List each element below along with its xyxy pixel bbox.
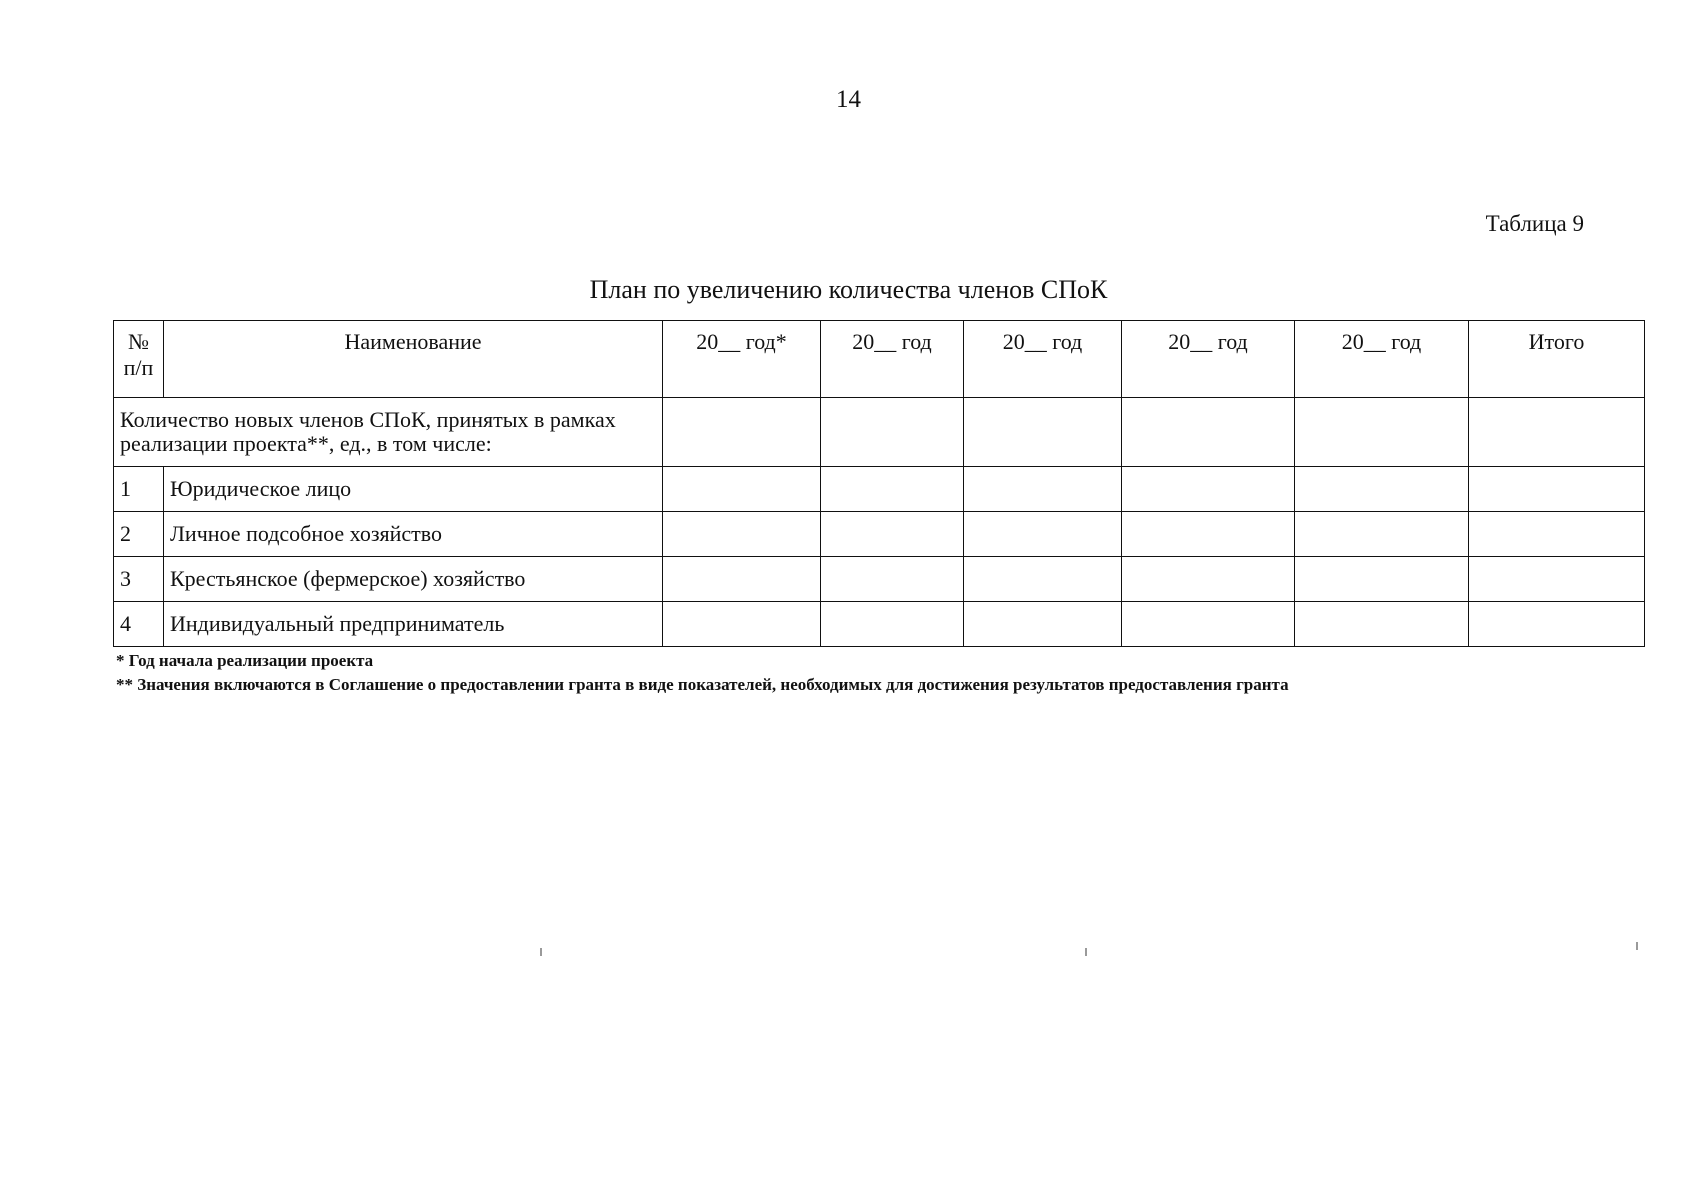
table-cell	[1469, 467, 1645, 512]
header-year-4: 20__ год	[1122, 321, 1295, 398]
plan-table	[113, 320, 1645, 647]
table-cell	[1122, 467, 1295, 512]
header-name: Наименование	[164, 321, 663, 398]
group-row	[114, 398, 1645, 467]
scan-speck	[1085, 948, 1087, 956]
table-cell	[964, 512, 1122, 557]
table-row	[114, 467, 1645, 512]
table-cell	[821, 398, 964, 467]
table-cell	[821, 602, 964, 647]
table-cell	[1295, 467, 1469, 512]
scan-speck	[1636, 942, 1638, 950]
page-number: 14	[836, 86, 861, 113]
table-cell	[1469, 557, 1645, 602]
table-row	[114, 557, 1645, 602]
row-number: 2	[114, 512, 164, 557]
header-year-2: 20__ год	[821, 321, 964, 398]
table-cell	[964, 557, 1122, 602]
table-cell	[663, 467, 821, 512]
row-number: 3	[114, 557, 164, 602]
footnote-2: ** Значения включаются в Соглашение о предоставлении гранта в виде показателей, необходимых для достижения результатов предоставления гранта	[116, 675, 1289, 694]
header-year-1: 20__ год*	[663, 321, 821, 398]
table-label: Таблица 9	[1485, 211, 1584, 236]
table-cell	[663, 512, 821, 557]
table-cell	[964, 602, 1122, 647]
table-cell	[1469, 512, 1645, 557]
row-number: 1	[114, 467, 164, 512]
row-name: Крестьянское (фермерское) хозяйство	[164, 557, 663, 602]
group-row-label: Количество новых членов СПоК, принятых в рамках реализации проекта**, ед., в том числе:	[114, 398, 663, 467]
table-cell	[1469, 398, 1645, 467]
table-cell	[964, 467, 1122, 512]
row-name: Юридическое лицо	[164, 467, 663, 512]
table-cell	[1295, 512, 1469, 557]
table-cell	[1122, 512, 1295, 557]
table-cell	[663, 602, 821, 647]
table-cell	[663, 398, 821, 467]
row-name: Индивидуальный предприниматель	[164, 602, 663, 647]
table-cell	[821, 512, 964, 557]
table-cell	[663, 557, 821, 602]
table-row	[114, 512, 1645, 557]
header-year-5: 20__ год	[1295, 321, 1469, 398]
table-cell	[1295, 602, 1469, 647]
table-cell	[1295, 557, 1469, 602]
header-year-3: 20__ год	[964, 321, 1122, 398]
scan-speck	[540, 948, 542, 956]
row-number: 4	[114, 602, 164, 647]
footnote-1: * Год начала реализации проекта	[116, 651, 374, 670]
table-cell	[821, 557, 964, 602]
table-cell	[1122, 557, 1295, 602]
header-total: Итого	[1469, 321, 1645, 398]
table-cell	[1295, 398, 1469, 467]
footnotes	[116, 649, 1289, 697]
row-name: Личное подсобное хозяйство	[164, 512, 663, 557]
table-cell	[821, 467, 964, 512]
table-row	[114, 602, 1645, 647]
table-cell	[1122, 398, 1295, 467]
header-number: № п/п	[114, 321, 164, 398]
table-title: План по увеличению количества членов СПоК	[589, 275, 1108, 304]
table-cell	[1122, 602, 1295, 647]
table-cell	[1469, 602, 1645, 647]
table-cell	[964, 398, 1122, 467]
header-row	[114, 321, 1645, 398]
